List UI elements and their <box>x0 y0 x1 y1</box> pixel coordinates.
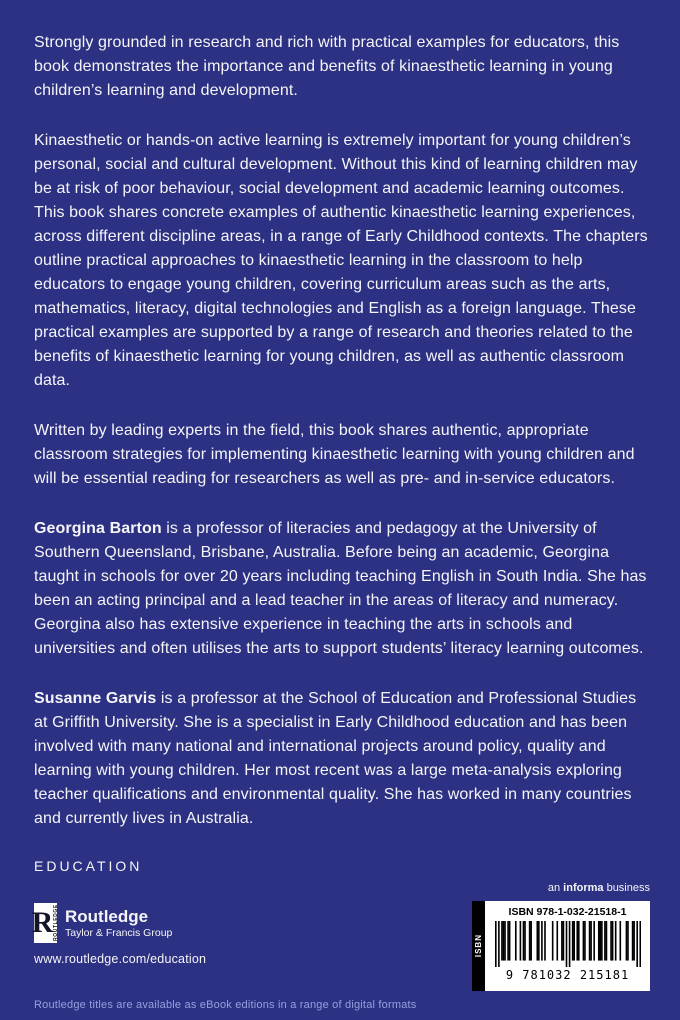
isbn-side-strip <box>472 901 485 991</box>
barcode-bars-container <box>495 921 641 967</box>
publisher-url: www.routledge.com/education <box>34 952 207 966</box>
blurb-paragraph: Kinaesthetic or hands-on active learning is extremely important for young children’s personal, social and cultural development. Without this kind of learning children may be at risk of poor behaviour, social development and academic learning outcomes. This book shares concrete examples of authentic kinaesthetic learning experiences, across different discipline areas, in a range of Early Childhood contexts. The chapters outline practical approaches to kinaesthetic learning in the classroom to help educators to engage young children, covering curriculum areas such as the arts, mathematics, literacy, digital technologies and English as a foreign language. These practical examples are supported by a range of research and theories related to the benefits of kinaesthetic learning for young children, as well as authentic classroom data. <box>34 132 648 389</box>
barcode-bars <box>495 921 641 967</box>
informa-pre: an <box>547 882 564 894</box>
blurb-paragraph: Written by leading experts in the field, this book shares authentic, appropriate classroom strategies for implementing kinaesthetic learning with young children and will be essential reading for researchers as well as pre- and in-service educators. <box>34 422 635 487</box>
author-name: Georgina Barton <box>34 520 162 537</box>
informa-post: business <box>603 882 650 894</box>
publisher-name-block <box>65 907 172 940</box>
author-name: Susanne Garvis <box>34 690 157 707</box>
back-cover-text <box>34 31 650 857</box>
logo-vertical-text: ROUTLEDGE <box>53 904 60 942</box>
routledge-logo <box>31 903 206 943</box>
author-bio-susanne-garvis <box>34 687 650 831</box>
barcode-digits: 9 781032 215181 <box>505 968 630 982</box>
publisher-tagline: Taylor & Francis Group <box>65 926 173 939</box>
informa-brand: informa <box>563 882 604 894</box>
ebook-availability-note: Routledge titles are available as eBook editions in a range of digital formats <box>34 999 417 1011</box>
logo-letter: R <box>31 906 54 939</box>
author-bio-text: is a professor of literacies and pedagogy at the University of Southern Queensland, Brisbane, Australia. Before being an academic, Georgina taught in schools for over 20 years including teaching English in South India. She has been an acting principal and a lead teacher in the areas of literacy and numeracy. Georgina also has extensive experience in teaching the arts in schools and universities and often utilises the arts to support students’ literacy learning outcomes. <box>34 520 647 657</box>
author-bio-text: is a professor at the School of Education and Professional Studies at Griffith University. She is a specialist in Early Childhood education and has been involved with many national and international projects around policy, quality and learning with young children. Her most recent was a large meta-analysis exploring teacher qualifications and environmental quality. She has worked in many countries and currently lives in Australia. <box>34 690 637 827</box>
blurb-paragraph: Strongly grounded in research and rich with practical examples for educators, this book demonstrates the importance and benefits of kinaesthetic learning in young children’s learning and development. <box>34 34 620 99</box>
isbn-barcode-box <box>472 901 650 991</box>
publisher-block <box>31 903 207 966</box>
publisher-name: Routledge <box>65 906 149 926</box>
category-label: EDUCATION <box>34 858 143 874</box>
isbn-side-label: ISBN <box>474 934 483 958</box>
author-bio-georgina-barton <box>34 517 650 661</box>
isbn-number-label: ISBN 978-1-032-21518-1 <box>508 906 627 918</box>
routledge-logo-icon <box>31 903 60 943</box>
informa-business-label <box>548 882 650 894</box>
